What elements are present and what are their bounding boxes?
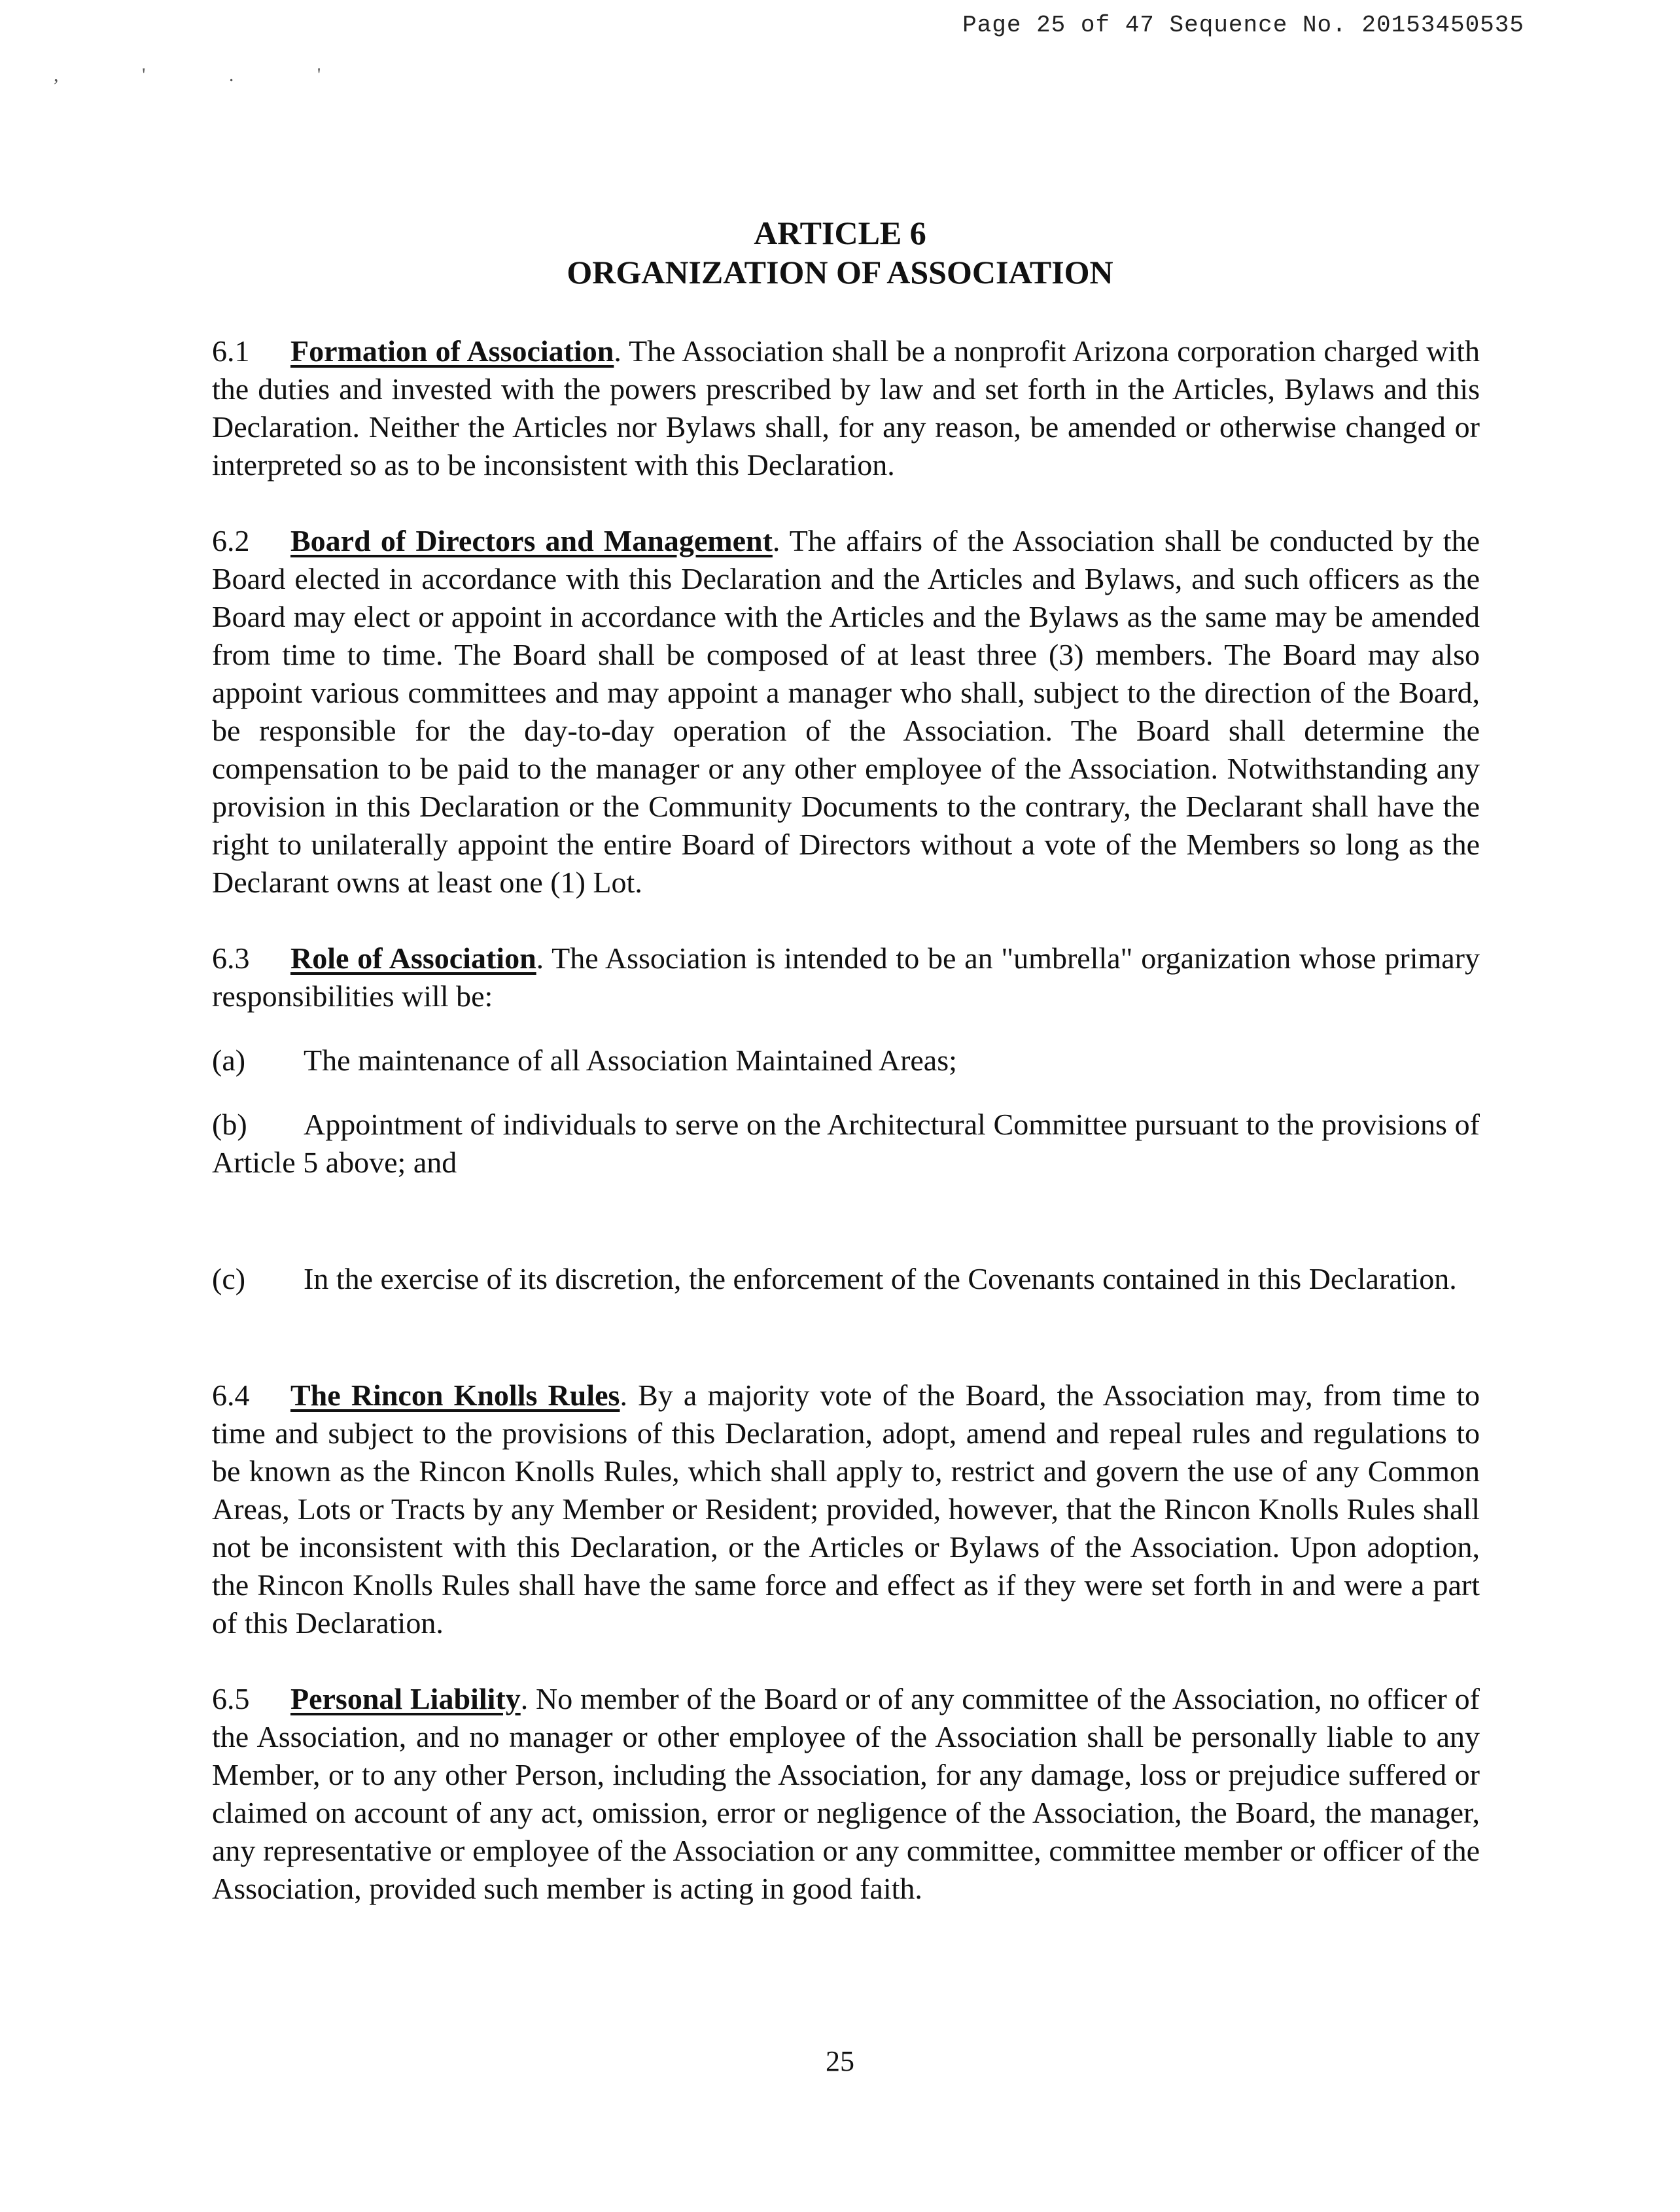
article-heading — [0, 213, 1680, 292]
list-item-label: (c) — [212, 1262, 246, 1295]
list-item-c — [212, 1260, 1480, 1298]
section-6-1 — [212, 332, 1480, 484]
list-item-a — [212, 1042, 1480, 1080]
section-6-2 — [212, 522, 1480, 902]
section-number: 6.3 — [212, 941, 250, 975]
scan-specks: , ' . ' — [54, 64, 360, 86]
section-title: Role of Association — [290, 941, 536, 975]
section-title: The Rincon Knolls Rules — [290, 1378, 620, 1412]
section-title: Personal Liability — [290, 1682, 521, 1715]
section-6-4 — [212, 1377, 1480, 1642]
section-number: 6.5 — [212, 1682, 250, 1715]
section-number: 6.4 — [212, 1378, 250, 1412]
section-6-5 — [212, 1680, 1480, 1908]
page-number: 25 — [826, 2045, 854, 2077]
document-body — [212, 332, 1480, 1946]
section-body: . The affairs of the Association shall be conducted by the Board elected in accordance with this Declaration and the Articles and Bylaws, and such officers as the Board may elect or appoint in accordance with the Articles and the Bylaws as the same may be amended from time to time. The Board shall be composed of at least three (3) members. The Board may also appoint various committees and may appoint a manager who shall, subject to the direction of the Board, be responsible for the day-to-day operation of the Association. The Board shall determine the compensation to be paid to the manager or any other employee of the Association. Notwithstanding any provision in this Declaration or the Community Documents to the contrary, the Declarant shall have the right to unilaterally appoint the entire Board of Directors without a vote of the Members so long as the Declarant owns at least one (1) Lot. — [212, 524, 1480, 899]
section-6-3 — [212, 939, 1480, 1015]
section-body: . The Association is intended to be an "umbrella" organization whose primary responsibilities will be: — [212, 941, 1480, 1013]
list-item-text: In the exercise of its discretion, the enforcement of the Covenants contained in this Declaration. — [304, 1262, 1457, 1295]
section-number: 6.2 — [212, 524, 250, 557]
section-body: . By a majority vote of the Board, the Association may, from time to time and subject to the provisions of this Declaration, adopt, amend and repeal rules and regulations to be known as the Rincon Knolls Rules, which shall apply to, restrict and govern the use of any Common Areas, Lots or Tracts by any Member or Resident; provided, however, that the Rincon Knolls Rules shall not be inconsistent with this Declaration, or the Articles or Bylaws of the Association. Upon adoption, the Rincon Knolls Rules shall have the same force and effect as if they were set forth in and were a part of this Declaration. — [212, 1378, 1480, 1640]
list-item-text: The maintenance of all Association Maintained Areas; — [304, 1044, 957, 1077]
section-body: . The Association shall be a nonprofit Arizona corporation charged with the duties and invested with the powers prescribed by law and set forth in the Articles, Bylaws and this Declaration. Neither the Articles nor Bylaws shall, for any reason, be amended or otherwise changed or interpreted so as to be inconsistent with this Declaration. — [212, 334, 1480, 482]
list-item-b — [212, 1106, 1480, 1182]
section-title: Board of Directors and Management — [290, 524, 773, 557]
section-body: . No member of the Board or of any committee of the Association, no officer of the Association, and no manager or other employee of the Association shall be personally liable to any Member, or to any other Person, including the Association, for any damage, loss or prejudice suffered or claimed on account of any act, omission, error or negligence of the Association, the Board, the manager, any representative or employee of the Association or any committee, committee member or officer of the Association, provided such member is acting in good faith. — [212, 1682, 1480, 1905]
article-title: ORGANIZATION OF ASSOCIATION — [567, 254, 1113, 290]
list-item-text: Appointment of individuals to serve on the Architectural Committee pursuant to the provisions of Article 5 above; and — [212, 1108, 1480, 1179]
article-number: ARTICLE 6 — [754, 215, 926, 251]
section-number: 6.1 — [212, 334, 250, 368]
page-sequence-stamp: Page 25 of 47 Sequence No. 20153450535 — [962, 12, 1524, 39]
section-title: Formation of Association — [290, 334, 614, 368]
list-item-label: (a) — [212, 1044, 246, 1077]
list-item-label: (b) — [212, 1108, 247, 1141]
